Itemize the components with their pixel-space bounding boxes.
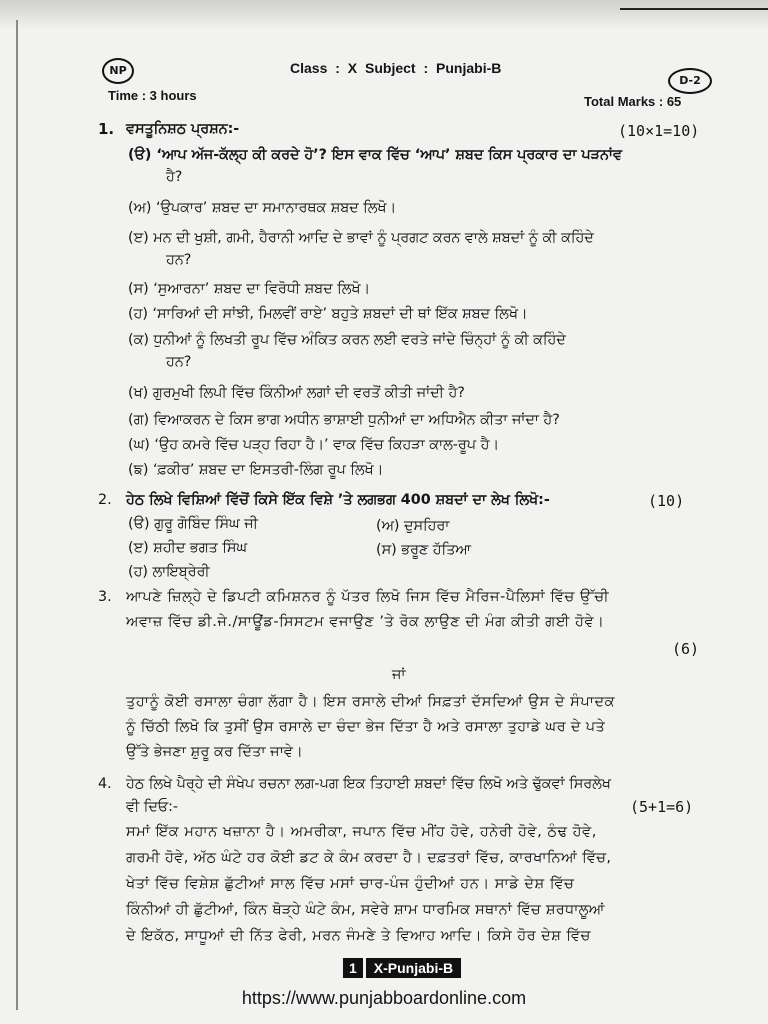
np-logo: NP xyxy=(102,58,134,84)
q3-line: ਅਵਾਜ਼ ਵਿੱਚ ਡੀ.ਜੇ./ਸਾਊਂਡ-ਸਿਸਟਮ ਵਜਾਉਣ ’ਤੇ ਰੋਕ ਲਾਉਣ ਦੀ ਮੰਗ ਕੀਤੀ ਗਈ ਹੋਵੇ। xyxy=(126,613,605,630)
paper-code-badge: D-2 xyxy=(668,68,712,94)
q2-option: (ਸ) ਭਰੂਣ ਹੱਤਿਆ xyxy=(376,542,471,558)
q1-item: ਹਨ? xyxy=(166,252,192,268)
q1-item: (ਸ) ‘ਸੁਆਰਨਾ’ ਸ਼ਬਦ ਦਾ ਵਿਰੋਧੀ ਸ਼ਬਦ ਲਿਖੋ। xyxy=(128,281,371,297)
q1-item: (ਕ) ਧੁਨੀਆਂ ਨੂੰ ਲਿਖਤੀ ਰੂਪ ਵਿੱਚ ਅੰਕਿਤ ਕਰਨ ਲਈ ਵਰਤੇ ਜਾਂਦੇ ਚਿੰਨ੍ਹਾਂ ਨੂੰ ਕੀ ਕਹਿੰਦੇ xyxy=(128,332,566,348)
q3-alt-line: ਉੱਤੇ ਭੇਜਣਾ ਸ਼ੁਰੂ ਕਰ ਦਿੱਤਾ ਜਾਵੇ। xyxy=(126,743,303,760)
q1-item: (ਹ) ‘ਸਾਰਿਆਂ ਦੀ ਸਾਂਝੀ, ਮਿਲਵੀਂ ਰਾਏ’ ਬਹੁਤੇ ਸ਼ਬਦਾਂ ਦੀ ਥਾਂ ਇੱਕ ਸ਼ਬਦ ਲਿਖੋ। xyxy=(128,306,528,322)
q4-passage-line: ਕਿੰਨੀਆਂ ਹੀ ਛੁੱਟੀਆਂ, ਕਿੰਨ ਥੋੜ੍ਹੇ ਘੰਟੇ ਕੰਮ, ਸਵੇਰੇ ਸ਼ਾਮ ਧਾਰਮਿਕ ਸਥਾਨਾਂ ਵਿੱਚ ਸ਼ਰਧਾਲੂਆਂ xyxy=(126,901,605,918)
q2-option: (ੳ) ਗੁਰੂ ਗੋਬਿੰਦ ਸਿੰਘ ਜੀ xyxy=(128,516,258,532)
q4-marks: (5+1=6) xyxy=(630,798,694,816)
q4-number: 4. xyxy=(98,776,112,792)
q1-item: ਹਨ? xyxy=(166,354,192,370)
page-number: 1 xyxy=(343,958,363,978)
q2-number: 2. xyxy=(98,492,112,508)
q4-passage-line: ਖੇਤਾਂ ਵਿੱਚ ਵਿਸ਼ੇਸ਼ ਛੁੱਟੀਆਂ ਸਾਲ ਵਿੱਚ ਮਸਾਂ ਚਾਰ-ਪੰਜ ਹੁੰਦੀਆਂ ਹਨ। ਸਾਡੇ ਦੇਸ਼ ਵਿੱਚ xyxy=(126,875,575,892)
q3-alt-line: ਨੂੰ ਚਿੱਠੀ ਲਿਖੋ ਕਿ ਤੁਸੀਂ ਉਸ ਰਸਾਲੇ ਦਾ ਚੰਦਾ ਭੇਜ ਦਿੱਤਾ ਹੈ ਅਤੇ ਰਸਾਲਾ ਤੁਹਾਡੇ ਘਰ ਦੇ ਪਤੇ xyxy=(126,718,606,735)
class-subject: Class : X Subject : Punjabi-B xyxy=(290,60,502,76)
q4-title-cont: ਵੀ ਦਿਓ:- xyxy=(126,799,179,815)
q4-passage-line: ਦੇ ਇਕੱਠ, ਸਾਧੂਆਂ ਦੀ ਨਿੱਤ ਫੇਰੀ, ਮਰਨ ਜੰਮਣੇ ਤੇ ਵਿਆਹ ਆਦਿ। ਕਿਸੇ ਹੋਰ ਦੇਸ਼ ਵਿੱਚ xyxy=(126,927,591,944)
q2-option: (ਹ) ਲਾਇਬ੍ਰੇਰੀ xyxy=(128,564,210,580)
q1-number: 1. xyxy=(98,120,115,138)
q1-item: ਹੈ? xyxy=(166,169,183,185)
q1-marks: (10×1=10) xyxy=(618,122,700,140)
scan-top-shadow xyxy=(0,0,768,30)
q2-option: (ਅ) ਦੁਸਹਿਰਾ xyxy=(376,518,450,534)
q3-alt-line: ਤੁਹਾਨੂੰ ਕੋਈ ਰਸਾਲਾ ਚੰਗਾ ਲੱਗਾ ਹੈ। ਇਸ ਰਸਾਲੇ ਦੀਆਂ ਸਿਫ਼ਤਾਂ ਦੱਸਦਿਆਂ ਉਸ ਦੇ ਸੰਪਾਦਕ xyxy=(126,693,616,710)
q1-title: ਵਸਤੂਨਿਸ਼ਠ ਪ੍ਰਸ਼ਨ:- xyxy=(126,121,240,137)
q3-or: ਜਾਂ xyxy=(392,667,406,683)
paper-label: X-Punjabi-B xyxy=(366,958,461,978)
q1-item: (ਙ) ‘ਫ਼ਕੀਰ’ ਸ਼ਬਦ ਦਾ ਇਸਤਰੀ-ਲਿੰਗ ਰੂਪ ਲਿਖੋ। xyxy=(128,462,384,478)
q3-marks: (6) xyxy=(672,640,700,658)
q2-option: (ੲ) ਸ਼ਹੀਦ ਭਗਤ ਸਿੰਘ xyxy=(128,540,248,556)
q1-item: (ੳ) ‘ਆਪ ਅੱਜ-ਕੱਲ੍ਹ ਕੀ ਕਰਦੇ ਹੋ’? ਇਸ ਵਾਕ ਵਿੱਚ ‘ਆਪ’ ਸ਼ਬਦ ਕਿਸ ਪ੍ਰਕਾਰ ਦਾ ਪੜਨਾਂਵ xyxy=(128,147,622,163)
q2-title: ਹੇਠ ਲਿਖੇ ਵਿਸ਼ਿਆਂ ਵਿੱਚੋਂ ਕਿਸੇ ਇੱਕ ਵਿਸ਼ੇ ’ਤੇ ਲਗਭਗ 400 ਸ਼ਬਦਾਂ ਦਾ ਲੇਖ ਲਿਖੋ:- xyxy=(126,492,550,508)
q2-marks: (10) xyxy=(648,492,685,510)
time-label: Time : 3 hours xyxy=(108,88,197,103)
q3-number: 3. xyxy=(98,589,112,605)
footer-page-badge xyxy=(343,956,461,980)
q1-item: (ਅ) ‘ਉਪਕਾਰ’ ਸ਼ਬਦ ਦਾ ਸਮਾਨਾਰਥਕ ਸ਼ਬਦ ਲਿਖੋ। xyxy=(128,200,397,216)
q4-title: ਹੇਠ ਲਿਖੇ ਪੈਰ੍ਹੇ ਦੀ ਸੰਖੇਪ ਰਚਨਾ ਲਗ-ਪਗ ਇਕ ਤਿਹਾਈ ਸ਼ਬਦਾਂ ਵਿੱਚ ਲਿਖੋ ਅਤੇ ਢੁੱਕਵਾਂ ਸਿਰਲੇਖ xyxy=(126,776,611,792)
q3-line: ਆਪਣੇ ਜ਼ਿਲ੍ਹੇ ਦੇ ਡਿਪਟੀ ਕਮਿਸ਼ਨਰ ਨੂੰ ਪੱਤਰ ਲਿਖੋ ਜਿਸ ਵਿੱਚ ਮੈਰਿਜ-ਪੈਲਿਸਾਂ ਵਿੱਚ ਉੱਚੀ xyxy=(126,588,610,605)
q1-item: (ੲ) ਮਨ ਦੀ ਖੁਸ਼ੀ, ਗਮੀ, ਹੈਰਾਨੀ ਆਦਿ ਦੇ ਭਾਵਾਂ ਨੂੰ ਪ੍ਰਗਟ ਕਰਨ ਵਾਲੇ ਸ਼ਬਦਾਂ ਨੂੰ ਕੀ ਕਹਿੰਦੇ xyxy=(128,230,594,246)
q1-item: (ਖ) ਗੁਰਮੁਖੀ ਲਿਪੀ ਵਿੱਚ ਕਿੰਨੀਆਂ ਲਗਾਂ ਦੀ ਵਰਤੋਂ ਕੀਤੀ ਜਾਂਦੀ ਹੈ? xyxy=(128,385,465,401)
footer-url[interactable]: https://www.punjabboardonline.com xyxy=(241,988,527,1008)
q1-item: (ਘ) ‘ਉਹ ਕਮਰੇ ਵਿੱਚ ਪੜ੍ਹ ਰਿਹਾ ਹੈ।’ ਵਾਕ ਵਿੱਚ ਕਿਹੜਾ ਕਾਲ-ਰੂਪ ਹੈ। xyxy=(128,437,499,453)
q4-passage-line: ਗਰਮੀ ਹੋਵੇ, ਅੱਠ ਘੰਟੇ ਹਰ ਕੋਈ ਡਟ ਕੇ ਕੰਮ ਕਰਦਾ ਹੈ। ਦਫ਼ਤਰਾਂ ਵਿੱਚ, ਕਾਰਖਾਨਿਆਂ ਵਿੱਚ, xyxy=(126,849,612,866)
total-marks: Total Marks : 65 xyxy=(584,94,682,109)
scan-edge-line xyxy=(620,8,768,10)
scan-left-edge xyxy=(16,20,18,1010)
q1-item: (ਗ) ਵਿਆਕਰਨ ਦੇ ਕਿਸ ਭਾਗ ਅਧੀਨ ਭਾਸ਼ਾਈ ਧੁਨੀਆਂ ਦਾ ਅਧਿਐਨ ਕੀਤਾ ਜਾਂਦਾ ਹੈ? xyxy=(128,412,560,428)
q4-passage-line: ਸਮਾਂ ਇੱਕ ਮਹਾਨ ਖਜ਼ਾਨਾ ਹੈ। ਅਮਰੀਕਾ, ਜਪਾਨ ਵਿੱਚ ਮੀਂਹ ਹੋਵੇ, ਹਨੇਰੀ ਹੋਵੇ, ਠੰਢ ਹੋਵੇ, xyxy=(126,823,597,840)
